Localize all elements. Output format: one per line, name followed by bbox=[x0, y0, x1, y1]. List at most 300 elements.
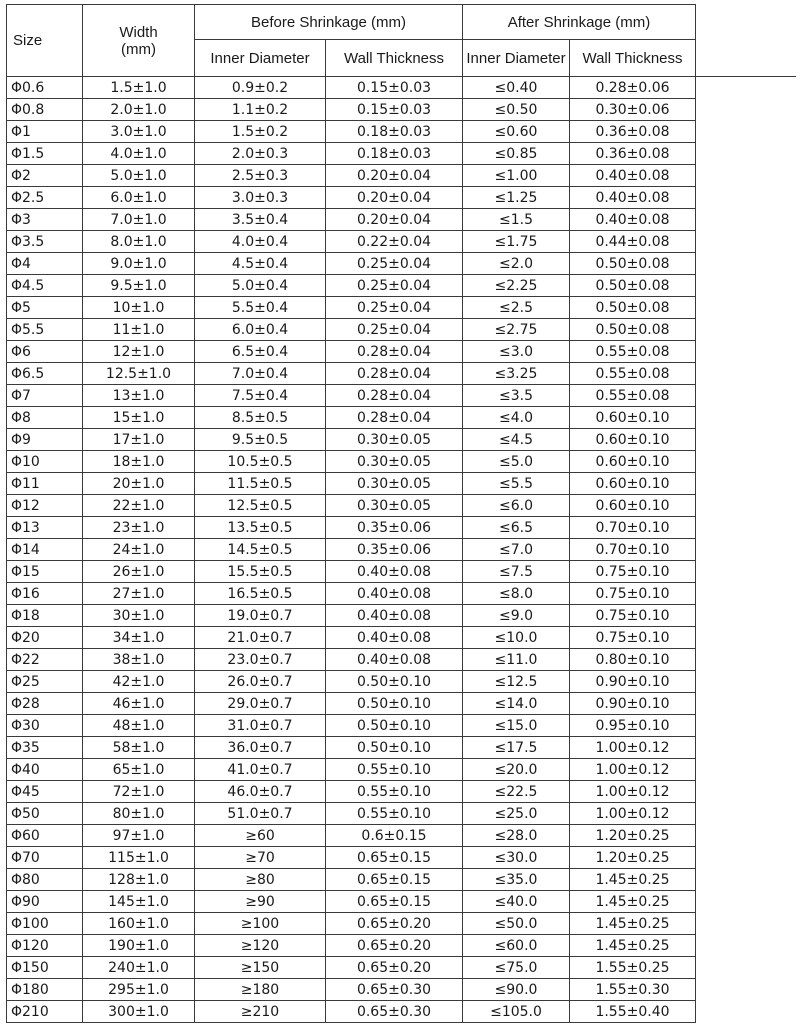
table-row bbox=[7, 935, 796, 957]
cell-before-wall-thickness: 0.20±0.04 bbox=[326, 187, 463, 209]
cell-size: Φ40 bbox=[7, 759, 83, 781]
cell-width: 295±1.0 bbox=[83, 979, 195, 1001]
cell-after-wall-thickness: 0.50±0.08 bbox=[570, 253, 696, 275]
cell-after-inner-diameter: ≤60.0 bbox=[463, 935, 570, 957]
cell-after-wall-thickness: 1.20±0.25 bbox=[570, 825, 696, 847]
header-after-shrinkage: After Shrinkage (mm) bbox=[463, 5, 696, 40]
cell-before-inner-diameter: 4.5±0.4 bbox=[195, 253, 326, 275]
header-size: Size bbox=[7, 5, 83, 77]
cell-size: Φ150 bbox=[7, 957, 83, 979]
cell-before-inner-diameter: ≥120 bbox=[195, 935, 326, 957]
table-row bbox=[7, 495, 796, 517]
cell-width: 7.0±1.0 bbox=[83, 209, 195, 231]
cell-size: Φ6 bbox=[7, 341, 83, 363]
blank-cell bbox=[696, 781, 796, 803]
blank-cell bbox=[696, 847, 796, 869]
cell-size: Φ5.5 bbox=[7, 319, 83, 341]
blank-cell bbox=[696, 869, 796, 891]
cell-size: Φ13 bbox=[7, 517, 83, 539]
table-row bbox=[7, 275, 796, 297]
header-after-inner-diameter: Inner Diameter bbox=[463, 40, 570, 77]
cell-before-inner-diameter: 14.5±0.5 bbox=[195, 539, 326, 561]
cell-after-inner-diameter: ≤11.0 bbox=[463, 649, 570, 671]
header-width-unit: (mm) bbox=[121, 40, 156, 58]
cell-size: Φ18 bbox=[7, 605, 83, 627]
cell-before-wall-thickness: 0.65±0.15 bbox=[326, 891, 463, 913]
cell-after-inner-diameter: ≤30.0 bbox=[463, 847, 570, 869]
cell-after-inner-diameter: ≤0.50 bbox=[463, 99, 570, 121]
cell-before-inner-diameter: 13.5±0.5 bbox=[195, 517, 326, 539]
cell-before-wall-thickness: 0.50±0.10 bbox=[326, 715, 463, 737]
cell-after-inner-diameter: ≤90.0 bbox=[463, 979, 570, 1001]
cell-before-inner-diameter: 3.5±0.4 bbox=[195, 209, 326, 231]
cell-size: Φ80 bbox=[7, 869, 83, 891]
cell-before-inner-diameter: 8.5±0.5 bbox=[195, 407, 326, 429]
cell-size: Φ3 bbox=[7, 209, 83, 231]
cell-after-wall-thickness: 0.90±0.10 bbox=[570, 693, 696, 715]
cell-before-wall-thickness: 0.65±0.15 bbox=[326, 847, 463, 869]
blank-cell bbox=[696, 473, 796, 495]
blank-cell bbox=[696, 759, 796, 781]
cell-width: 115±1.0 bbox=[83, 847, 195, 869]
blank-cell bbox=[696, 429, 796, 451]
cell-size: Φ1 bbox=[7, 121, 83, 143]
header-before-inner-diameter: Inner Diameter bbox=[195, 40, 326, 77]
cell-after-wall-thickness: 0.70±0.10 bbox=[570, 517, 696, 539]
cell-before-wall-thickness: 0.65±0.20 bbox=[326, 913, 463, 935]
blank-cell bbox=[696, 715, 796, 737]
table-row bbox=[7, 319, 796, 341]
cell-width: 300±1.0 bbox=[83, 1001, 195, 1023]
cell-size: Φ1.5 bbox=[7, 143, 83, 165]
cell-after-inner-diameter: ≤7.5 bbox=[463, 561, 570, 583]
cell-after-wall-thickness: 0.95±0.10 bbox=[570, 715, 696, 737]
cell-after-inner-diameter: ≤4.5 bbox=[463, 429, 570, 451]
header-blank-cell bbox=[696, 5, 796, 77]
cell-after-wall-thickness: 0.40±0.08 bbox=[570, 187, 696, 209]
table-row bbox=[7, 231, 796, 253]
cell-size: Φ0.8 bbox=[7, 99, 83, 121]
blank-cell bbox=[696, 165, 796, 187]
blank-cell bbox=[696, 297, 796, 319]
blank-cell bbox=[696, 495, 796, 517]
cell-after-inner-diameter: ≤105.0 bbox=[463, 1001, 570, 1023]
table-row bbox=[7, 583, 796, 605]
cell-before-wall-thickness: 0.15±0.03 bbox=[326, 77, 463, 99]
cell-size: Φ7 bbox=[7, 385, 83, 407]
cell-before-wall-thickness: 0.50±0.10 bbox=[326, 693, 463, 715]
cell-before-inner-diameter: 7.0±0.4 bbox=[195, 363, 326, 385]
cell-after-inner-diameter: ≤3.0 bbox=[463, 341, 570, 363]
blank-cell bbox=[696, 341, 796, 363]
cell-size: Φ210 bbox=[7, 1001, 83, 1023]
cell-after-inner-diameter: ≤28.0 bbox=[463, 825, 570, 847]
cell-width: 24±1.0 bbox=[83, 539, 195, 561]
cell-after-inner-diameter: ≤0.85 bbox=[463, 143, 570, 165]
cell-after-inner-diameter: ≤7.0 bbox=[463, 539, 570, 561]
cell-width: 97±1.0 bbox=[83, 825, 195, 847]
cell-before-inner-diameter: 36.0±0.7 bbox=[195, 737, 326, 759]
cell-width: 9.0±1.0 bbox=[83, 253, 195, 275]
cell-after-wall-thickness: 0.55±0.08 bbox=[570, 363, 696, 385]
cell-width: 13±1.0 bbox=[83, 385, 195, 407]
cell-before-wall-thickness: 0.30±0.05 bbox=[326, 473, 463, 495]
cell-after-wall-thickness: 0.75±0.10 bbox=[570, 583, 696, 605]
blank-cell bbox=[696, 935, 796, 957]
blank-cell bbox=[696, 605, 796, 627]
table-row bbox=[7, 121, 796, 143]
shrink-tube-spec-table bbox=[6, 4, 796, 1023]
cell-after-wall-thickness: 0.90±0.10 bbox=[570, 671, 696, 693]
cell-size: Φ9 bbox=[7, 429, 83, 451]
cell-after-inner-diameter: ≤1.00 bbox=[463, 165, 570, 187]
cell-size: Φ180 bbox=[7, 979, 83, 1001]
blank-cell bbox=[696, 825, 796, 847]
cell-before-inner-diameter: 51.0±0.7 bbox=[195, 803, 326, 825]
cell-width: 65±1.0 bbox=[83, 759, 195, 781]
cell-before-wall-thickness: 0.28±0.04 bbox=[326, 385, 463, 407]
cell-size: Φ28 bbox=[7, 693, 83, 715]
cell-after-wall-thickness: 1.20±0.25 bbox=[570, 847, 696, 869]
table-row bbox=[7, 407, 796, 429]
cell-before-wall-thickness: 0.25±0.04 bbox=[326, 275, 463, 297]
cell-after-inner-diameter: ≤1.25 bbox=[463, 187, 570, 209]
cell-after-inner-diameter: ≤2.75 bbox=[463, 319, 570, 341]
table-row bbox=[7, 517, 796, 539]
cell-before-inner-diameter: 1.5±0.2 bbox=[195, 121, 326, 143]
cell-before-inner-diameter: 6.5±0.4 bbox=[195, 341, 326, 363]
blank-cell bbox=[696, 561, 796, 583]
cell-width: 8.0±1.0 bbox=[83, 231, 195, 253]
cell-before-inner-diameter: 2.0±0.3 bbox=[195, 143, 326, 165]
cell-after-wall-thickness: 0.40±0.08 bbox=[570, 209, 696, 231]
cell-after-wall-thickness: 0.36±0.08 bbox=[570, 143, 696, 165]
table-row bbox=[7, 825, 796, 847]
cell-size: Φ70 bbox=[7, 847, 83, 869]
cell-after-inner-diameter: ≤40.0 bbox=[463, 891, 570, 913]
cell-before-inner-diameter: 29.0±0.7 bbox=[195, 693, 326, 715]
cell-width: 38±1.0 bbox=[83, 649, 195, 671]
cell-before-wall-thickness: 0.18±0.03 bbox=[326, 121, 463, 143]
cell-width: 6.0±1.0 bbox=[83, 187, 195, 209]
cell-before-inner-diameter: ≥80 bbox=[195, 869, 326, 891]
cell-before-wall-thickness: 0.40±0.08 bbox=[326, 605, 463, 627]
cell-size: Φ3.5 bbox=[7, 231, 83, 253]
cell-size: Φ6.5 bbox=[7, 363, 83, 385]
blank-cell bbox=[696, 121, 796, 143]
cell-size: Φ2.5 bbox=[7, 187, 83, 209]
cell-width: 23±1.0 bbox=[83, 517, 195, 539]
blank-cell bbox=[696, 407, 796, 429]
cell-size: Φ0.6 bbox=[7, 77, 83, 99]
cell-after-wall-thickness: 0.36±0.08 bbox=[570, 121, 696, 143]
cell-size: Φ50 bbox=[7, 803, 83, 825]
cell-width: 12±1.0 bbox=[83, 341, 195, 363]
blank-cell bbox=[696, 253, 796, 275]
header-before-wall-thickness: Wall Thickness bbox=[326, 40, 463, 77]
cell-before-inner-diameter: 21.0±0.7 bbox=[195, 627, 326, 649]
cell-after-wall-thickness: 0.75±0.10 bbox=[570, 605, 696, 627]
cell-after-wall-thickness: 0.28±0.06 bbox=[570, 77, 696, 99]
blank-cell bbox=[696, 803, 796, 825]
cell-after-wall-thickness: 0.60±0.10 bbox=[570, 451, 696, 473]
table-row bbox=[7, 165, 796, 187]
cell-before-inner-diameter: ≥60 bbox=[195, 825, 326, 847]
cell-width: 46±1.0 bbox=[83, 693, 195, 715]
cell-before-wall-thickness: 0.28±0.04 bbox=[326, 341, 463, 363]
blank-cell bbox=[696, 539, 796, 561]
table-row bbox=[7, 1001, 796, 1023]
table-row bbox=[7, 781, 796, 803]
blank-cell bbox=[696, 209, 796, 231]
blank-cell bbox=[696, 913, 796, 935]
cell-before-inner-diameter: ≥70 bbox=[195, 847, 326, 869]
cell-after-wall-thickness: 1.00±0.12 bbox=[570, 781, 696, 803]
cell-after-inner-diameter: ≤22.5 bbox=[463, 781, 570, 803]
blank-cell bbox=[696, 627, 796, 649]
cell-before-wall-thickness: 0.20±0.04 bbox=[326, 209, 463, 231]
cell-after-inner-diameter: ≤2.25 bbox=[463, 275, 570, 297]
cell-after-inner-diameter: ≤5.0 bbox=[463, 451, 570, 473]
cell-before-wall-thickness: 0.55±0.10 bbox=[326, 759, 463, 781]
cell-before-wall-thickness: 0.55±0.10 bbox=[326, 803, 463, 825]
cell-after-wall-thickness: 1.55±0.40 bbox=[570, 1001, 696, 1023]
cell-after-inner-diameter: ≤6.5 bbox=[463, 517, 570, 539]
header-before-shrinkage: Before Shrinkage (mm) bbox=[195, 5, 463, 40]
cell-before-inner-diameter: 46.0±0.7 bbox=[195, 781, 326, 803]
cell-after-wall-thickness: 1.45±0.25 bbox=[570, 935, 696, 957]
cell-before-inner-diameter: 12.5±0.5 bbox=[195, 495, 326, 517]
cell-after-inner-diameter: ≤12.5 bbox=[463, 671, 570, 693]
table-row bbox=[7, 253, 796, 275]
table-body bbox=[7, 77, 796, 1023]
table-row bbox=[7, 957, 796, 979]
cell-before-inner-diameter: 11.5±0.5 bbox=[195, 473, 326, 495]
cell-after-inner-diameter: ≤75.0 bbox=[463, 957, 570, 979]
cell-before-inner-diameter: 9.5±0.5 bbox=[195, 429, 326, 451]
cell-size: Φ20 bbox=[7, 627, 83, 649]
cell-after-inner-diameter: ≤10.0 bbox=[463, 627, 570, 649]
cell-after-inner-diameter: ≤15.0 bbox=[463, 715, 570, 737]
cell-after-wall-thickness: 0.75±0.10 bbox=[570, 561, 696, 583]
cell-width: 80±1.0 bbox=[83, 803, 195, 825]
cell-before-inner-diameter: 3.0±0.3 bbox=[195, 187, 326, 209]
cell-after-wall-thickness: 0.80±0.10 bbox=[570, 649, 696, 671]
cell-before-inner-diameter: 1.1±0.2 bbox=[195, 99, 326, 121]
table-row bbox=[7, 539, 796, 561]
blank-cell bbox=[696, 275, 796, 297]
cell-before-inner-diameter: 7.5±0.4 bbox=[195, 385, 326, 407]
cell-width: 72±1.0 bbox=[83, 781, 195, 803]
cell-width: 11±1.0 bbox=[83, 319, 195, 341]
cell-before-wall-thickness: 0.25±0.04 bbox=[326, 253, 463, 275]
cell-after-wall-thickness: 0.55±0.08 bbox=[570, 385, 696, 407]
cell-width: 10±1.0 bbox=[83, 297, 195, 319]
header-width bbox=[83, 5, 195, 77]
cell-before-wall-thickness: 0.65±0.20 bbox=[326, 957, 463, 979]
table-row bbox=[7, 297, 796, 319]
cell-after-wall-thickness: 1.45±0.25 bbox=[570, 913, 696, 935]
cell-before-wall-thickness: 0.40±0.08 bbox=[326, 627, 463, 649]
cell-before-wall-thickness: 0.40±0.08 bbox=[326, 583, 463, 605]
cell-size: Φ4 bbox=[7, 253, 83, 275]
cell-width: 30±1.0 bbox=[83, 605, 195, 627]
table-row bbox=[7, 737, 796, 759]
cell-width: 3.0±1.0 bbox=[83, 121, 195, 143]
cell-size: Φ22 bbox=[7, 649, 83, 671]
cell-after-inner-diameter: ≤50.0 bbox=[463, 913, 570, 935]
table-header bbox=[7, 5, 796, 77]
table-row bbox=[7, 143, 796, 165]
cell-before-inner-diameter: 31.0±0.7 bbox=[195, 715, 326, 737]
cell-size: Φ16 bbox=[7, 583, 83, 605]
cell-before-wall-thickness: 0.30±0.05 bbox=[326, 429, 463, 451]
table-row bbox=[7, 99, 796, 121]
blank-cell bbox=[696, 671, 796, 693]
table-row bbox=[7, 473, 796, 495]
cell-width: 18±1.0 bbox=[83, 451, 195, 473]
cell-before-inner-diameter: 2.5±0.3 bbox=[195, 165, 326, 187]
cell-before-wall-thickness: 0.35±0.06 bbox=[326, 517, 463, 539]
cell-after-inner-diameter: ≤35.0 bbox=[463, 869, 570, 891]
cell-width: 9.5±1.0 bbox=[83, 275, 195, 297]
cell-after-inner-diameter: ≤0.60 bbox=[463, 121, 570, 143]
cell-width: 128±1.0 bbox=[83, 869, 195, 891]
cell-width: 15±1.0 bbox=[83, 407, 195, 429]
cell-after-inner-diameter: ≤0.40 bbox=[463, 77, 570, 99]
cell-after-wall-thickness: 0.50±0.08 bbox=[570, 275, 696, 297]
table-row bbox=[7, 891, 796, 913]
table-row bbox=[7, 671, 796, 693]
cell-after-wall-thickness: 0.50±0.08 bbox=[570, 319, 696, 341]
cell-size: Φ14 bbox=[7, 539, 83, 561]
blank-cell bbox=[696, 99, 796, 121]
cell-before-inner-diameter: 4.0±0.4 bbox=[195, 231, 326, 253]
cell-after-inner-diameter: ≤17.5 bbox=[463, 737, 570, 759]
table-row bbox=[7, 429, 796, 451]
cell-after-inner-diameter: ≤4.0 bbox=[463, 407, 570, 429]
cell-before-wall-thickness: 0.18±0.03 bbox=[326, 143, 463, 165]
cell-before-inner-diameter: 5.0±0.4 bbox=[195, 275, 326, 297]
cell-width: 27±1.0 bbox=[83, 583, 195, 605]
cell-size: Φ5 bbox=[7, 297, 83, 319]
cell-width: 22±1.0 bbox=[83, 495, 195, 517]
cell-before-wall-thickness: 0.28±0.04 bbox=[326, 407, 463, 429]
table-row bbox=[7, 759, 796, 781]
table-row bbox=[7, 561, 796, 583]
table-row bbox=[7, 869, 796, 891]
cell-size: Φ30 bbox=[7, 715, 83, 737]
cell-after-wall-thickness: 1.00±0.12 bbox=[570, 759, 696, 781]
cell-before-inner-diameter: ≥180 bbox=[195, 979, 326, 1001]
cell-before-wall-thickness: 0.55±0.10 bbox=[326, 781, 463, 803]
blank-cell bbox=[696, 77, 796, 99]
cell-after-inner-diameter: ≤1.75 bbox=[463, 231, 570, 253]
cell-before-wall-thickness: 0.20±0.04 bbox=[326, 165, 463, 187]
table-row bbox=[7, 649, 796, 671]
cell-size: Φ15 bbox=[7, 561, 83, 583]
cell-width: 145±1.0 bbox=[83, 891, 195, 913]
cell-before-inner-diameter: 5.5±0.4 bbox=[195, 297, 326, 319]
cell-after-wall-thickness: 0.30±0.06 bbox=[570, 99, 696, 121]
cell-size: Φ25 bbox=[7, 671, 83, 693]
cell-width: 20±1.0 bbox=[83, 473, 195, 495]
cell-before-wall-thickness: 0.30±0.05 bbox=[326, 495, 463, 517]
cell-size: Φ10 bbox=[7, 451, 83, 473]
cell-size: Φ60 bbox=[7, 825, 83, 847]
table-row bbox=[7, 77, 796, 99]
cell-before-inner-diameter: 19.0±0.7 bbox=[195, 605, 326, 627]
cell-size: Φ8 bbox=[7, 407, 83, 429]
table-row bbox=[7, 693, 796, 715]
cell-after-inner-diameter: ≤14.0 bbox=[463, 693, 570, 715]
cell-width: 17±1.0 bbox=[83, 429, 195, 451]
cell-before-wall-thickness: 0.30±0.05 bbox=[326, 451, 463, 473]
table-row bbox=[7, 979, 796, 1001]
cell-size: Φ90 bbox=[7, 891, 83, 913]
cell-before-inner-diameter: ≥210 bbox=[195, 1001, 326, 1023]
cell-after-inner-diameter: ≤1.5 bbox=[463, 209, 570, 231]
cell-width: 26±1.0 bbox=[83, 561, 195, 583]
cell-before-inner-diameter: 41.0±0.7 bbox=[195, 759, 326, 781]
cell-after-wall-thickness: 0.60±0.10 bbox=[570, 407, 696, 429]
blank-cell bbox=[696, 649, 796, 671]
cell-before-wall-thickness: 0.65±0.20 bbox=[326, 935, 463, 957]
cell-after-wall-thickness: 1.00±0.12 bbox=[570, 737, 696, 759]
cell-after-wall-thickness: 0.60±0.10 bbox=[570, 495, 696, 517]
cell-width: 48±1.0 bbox=[83, 715, 195, 737]
cell-after-wall-thickness: 1.45±0.25 bbox=[570, 891, 696, 913]
cell-size: Φ45 bbox=[7, 781, 83, 803]
table-row bbox=[7, 627, 796, 649]
cell-before-inner-diameter: 23.0±0.7 bbox=[195, 649, 326, 671]
blank-cell bbox=[696, 583, 796, 605]
cell-width: 1.5±1.0 bbox=[83, 77, 195, 99]
cell-before-wall-thickness: 0.25±0.04 bbox=[326, 319, 463, 341]
cell-size: Φ35 bbox=[7, 737, 83, 759]
cell-before-inner-diameter: ≥100 bbox=[195, 913, 326, 935]
cell-width: 4.0±1.0 bbox=[83, 143, 195, 165]
blank-cell bbox=[696, 231, 796, 253]
cell-before-wall-thickness: 0.65±0.15 bbox=[326, 869, 463, 891]
blank-cell bbox=[696, 737, 796, 759]
cell-before-inner-diameter: ≥90 bbox=[195, 891, 326, 913]
table-row bbox=[7, 385, 796, 407]
cell-before-wall-thickness: 0.28±0.04 bbox=[326, 363, 463, 385]
header-after-wall-thickness: Wall Thickness bbox=[570, 40, 696, 77]
table-row bbox=[7, 913, 796, 935]
blank-cell bbox=[696, 517, 796, 539]
cell-before-wall-thickness: 0.15±0.03 bbox=[326, 99, 463, 121]
cell-after-wall-thickness: 0.70±0.10 bbox=[570, 539, 696, 561]
cell-width: 5.0±1.0 bbox=[83, 165, 195, 187]
cell-before-inner-diameter: 10.5±0.5 bbox=[195, 451, 326, 473]
table-row bbox=[7, 341, 796, 363]
table-row bbox=[7, 847, 796, 869]
cell-after-inner-diameter: ≤20.0 bbox=[463, 759, 570, 781]
blank-cell bbox=[696, 319, 796, 341]
blank-cell bbox=[696, 143, 796, 165]
cell-after-wall-thickness: 0.50±0.08 bbox=[570, 297, 696, 319]
blank-cell bbox=[696, 187, 796, 209]
cell-size: Φ100 bbox=[7, 913, 83, 935]
cell-size: Φ2 bbox=[7, 165, 83, 187]
spec-table-container bbox=[6, 4, 796, 1023]
blank-cell bbox=[696, 385, 796, 407]
cell-after-inner-diameter: ≤25.0 bbox=[463, 803, 570, 825]
cell-before-wall-thickness: 0.22±0.04 bbox=[326, 231, 463, 253]
cell-before-wall-thickness: 0.50±0.10 bbox=[326, 737, 463, 759]
